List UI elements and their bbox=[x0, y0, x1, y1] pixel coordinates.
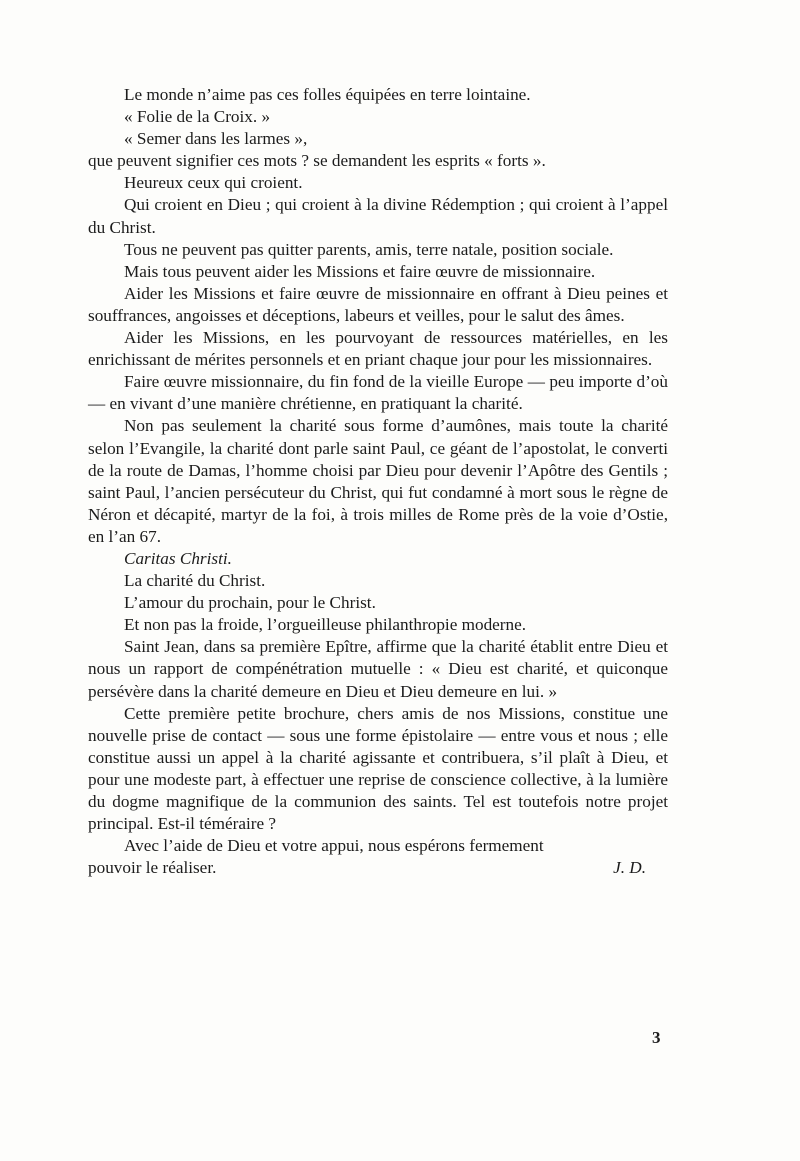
paragraph: Aider les Missions, en les pourvoyant de ressources matérielles, en les enrichissant de mérites personnels et en priant chaque jour pour les missionnaires. bbox=[88, 328, 668, 370]
paragraph: « Semer dans les larmes », bbox=[124, 129, 308, 149]
paragraph: Faire œuvre missionnaire, du fin fond de la vieille Europe — peu importe d’où — en vivant d’une manière chrétienne, en pratiquant la charité. bbox=[88, 372, 668, 414]
paragraph: que peuvent signifier ces mots ? se demandent les esprits « forts ». bbox=[88, 151, 546, 171]
paragraph: La charité du Christ. bbox=[124, 571, 266, 591]
signature: J. D. bbox=[613, 858, 646, 878]
paragraph: Mais tous peuvent aider les Missions et faire œuvre de missionnaire. bbox=[124, 261, 596, 281]
paragraph: Tous ne peuvent pas quitter parents, amis, terre natale, position sociale. bbox=[124, 239, 614, 259]
body-text bbox=[88, 84, 668, 879]
closing-text: pouvoir le réaliser. bbox=[88, 858, 217, 878]
paragraph: Le monde n’aime pas ces folles équipées en terre lointaine. bbox=[124, 85, 531, 104]
paragraph: Qui croient en Dieu ; qui croient à la divine Rédemption ; qui croient à l’appel du Christ. bbox=[88, 195, 668, 237]
paragraph: « Folie de la Croix. » bbox=[124, 107, 271, 127]
paragraph: Avec l’aide de Dieu et votre appui, nous espérons fermement bbox=[124, 836, 544, 856]
page-number: 3 bbox=[652, 1028, 661, 1047]
closing-line bbox=[88, 857, 668, 879]
latin-phrase: Caritas Christi. bbox=[124, 548, 232, 568]
paragraph: Saint Jean, dans sa première Epître, affirme que la charité établit entre Dieu et nous un rapport de compénétration mutuelle : « Dieu est charité, et quiconque persévère dans la charité demeure en Dieu et Dieu demeure en lui. » bbox=[88, 637, 668, 701]
paragraph: Heureux ceux qui croient. bbox=[124, 173, 303, 193]
paragraph: Cette première petite brochure, chers amis de nos Missions, constitue une nouvelle prise de contact — sous une forme épistolaire — entre vous et nous ; elle constitue aussi un appel à la charité agissante et contribuera, s’il plaît à Dieu, et pour une modeste part, à effectuer une reprise de conscience collective, à la lumière du dogme magnifique de la communion des saints. Tel est toutefois notre projet principal. Est-il téméraire ? bbox=[88, 703, 668, 834]
paragraph: Et non pas la froide, l’orgueilleuse philanthropie moderne. bbox=[124, 615, 527, 635]
paragraph: Non pas seulement la charité sous forme d’aumônes, mais toute la charité selon l’Evangile, la charité dont parle saint Paul, ce géant de l’apostolat, le converti de la route de Damas, l’homme choisi par Dieu pour devenir l’Apôtre des Gentils ; saint Paul, l’ancien persécuteur du Christ, qui fut condamné à mort sous le règne de Néron et décapité, martyr de la foi, à trois milles de Rome près de la voie d’Ostie, en l’an 67. bbox=[88, 416, 668, 546]
paragraph: L’amour du prochain, pour le Christ. bbox=[124, 593, 376, 613]
paragraph: Aider les Missions et faire œuvre de missionnaire en offrant à Dieu peines et souffrances, angoisses et déceptions, labeurs et veilles, pour le salut des âmes. bbox=[88, 283, 668, 325]
